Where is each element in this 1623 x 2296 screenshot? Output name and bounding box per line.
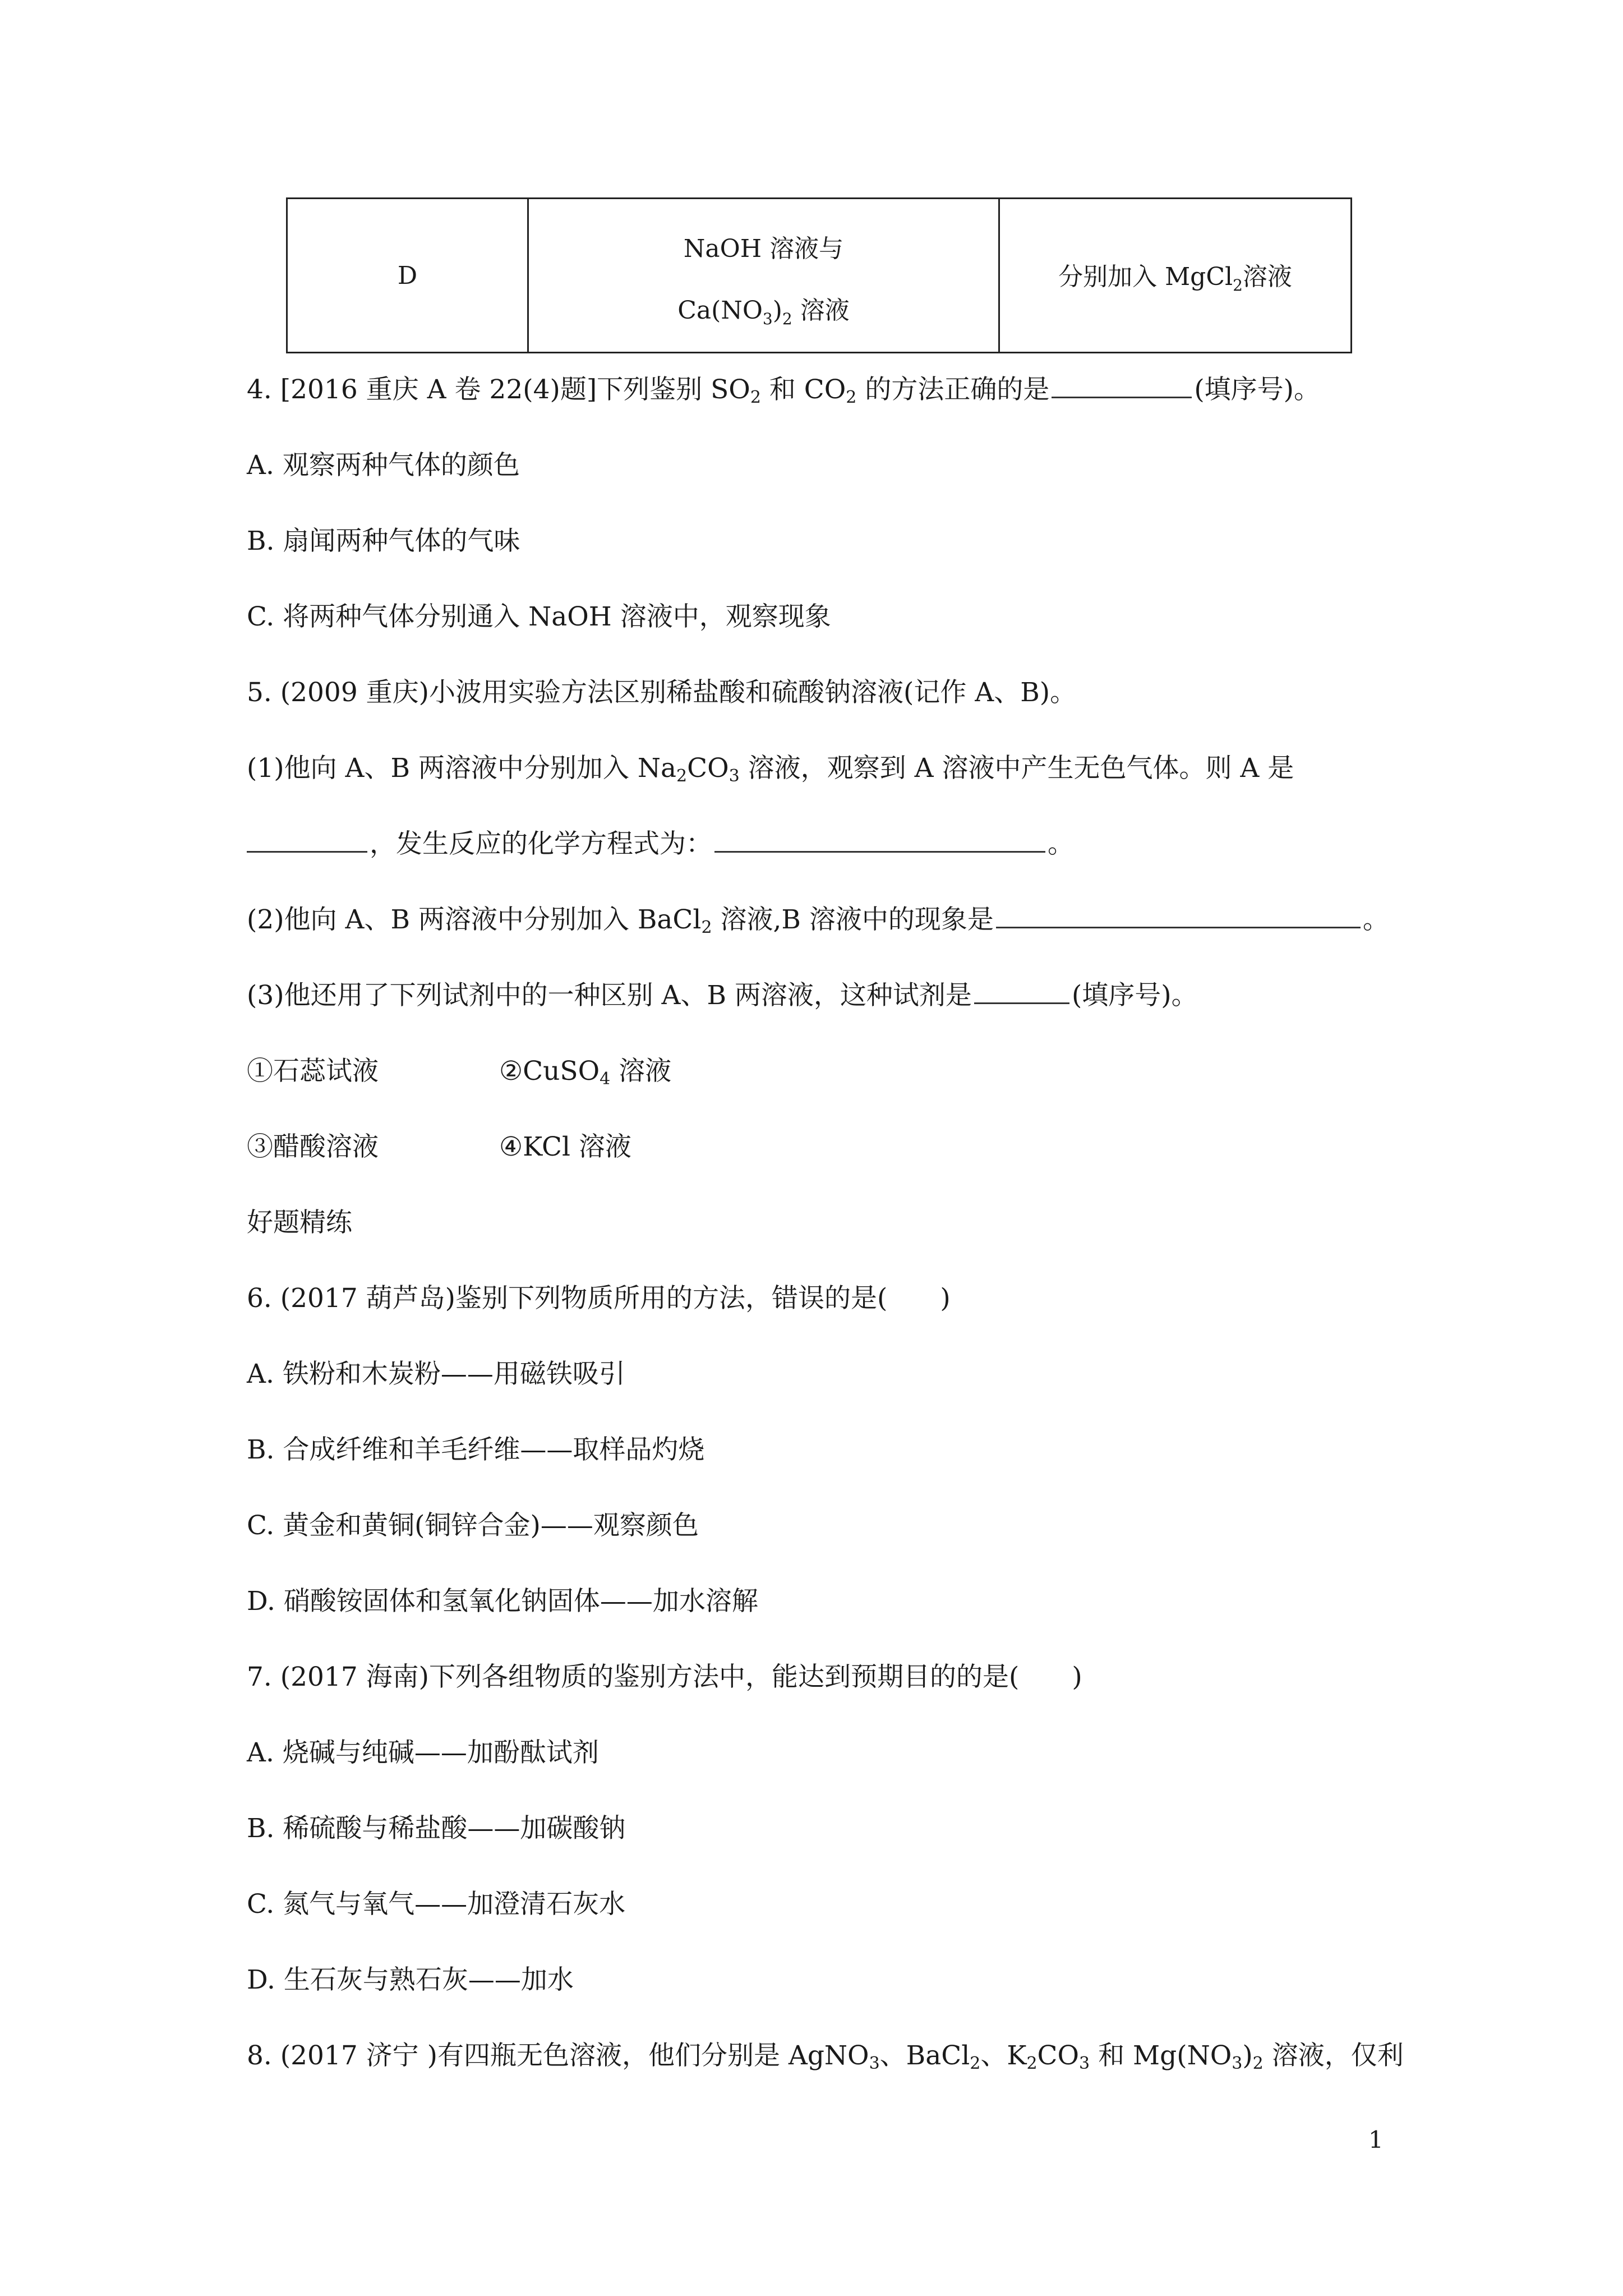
question-7-stem: 7. (2017 海南)下列各组物质的鉴别方法中，能达到预期目的的是( ) <box>247 1662 1082 1692</box>
question-7-option-c: C. 氮气与氧气——加澄清石灰水 <box>247 1889 626 1920</box>
page-number: 1 <box>1368 2126 1384 2154</box>
section-title: 好题精练 <box>247 1207 352 1238</box>
question-6-option-d: D. 硝酸铵固体和氢氧化钠固体——加水溶解 <box>247 1586 758 1617</box>
question-5-part-1: (1)他向 A、B 两溶液中分别加入 $Na_2CO_3$ 溶液，观察到 A 溶液中产生无色气体。则 A 是 <box>247 753 1294 786</box>
question-6-option-c: C. 黄金和黄铜(铜锌合金)——观察颜色 <box>247 1510 699 1541</box>
answer-blank[interactable] <box>1052 374 1192 398</box>
question-8-stem: 8. (2017 济宁 )有四瓶无色溶液，他们分别是 AgNO$_3$、BaCl$_2$、$K_2CO_3$ 和 $Mg(NO_3)_2$ 溶液，仅利 <box>247 2040 1404 2073</box>
answer-blank[interactable] <box>996 904 1361 928</box>
substances-line1: NaOH 溶液与 <box>683 234 844 263</box>
answer-blank[interactable] <box>974 980 1069 1004</box>
question-6-stem: 6. (2017 葫芦岛)鉴别下列物质所用的方法，错误的是( ) <box>247 1283 951 1314</box>
question-5-part-2: (2)他向 A、B 两溶液中分别加入 BaCl$_2$ 溶液,B 溶液中的现象是 。 <box>247 904 1389 937</box>
comparison-table <box>286 197 1352 353</box>
question-7-option-a: A. 烧碱与纯碱——加酚酞试剂 <box>247 1737 599 1768</box>
question-5-part-3: (3)他还用了下列试剂中的一种区别 A、B 两溶液，这种试剂是 (填序号)。 <box>247 980 1198 1011</box>
substances-cell <box>528 199 999 353</box>
question-4-option-a: A. 观察两种气体的颜色 <box>247 450 520 481</box>
question-7-option-d: D. 生石灰与熟石灰——加水 <box>247 1964 574 1995</box>
answer-blank[interactable] <box>714 829 1045 853</box>
question-5-stem: 5. (2009 重庆)小波用实验方法区别稀盐酸和硫酸钠溶液(记作 A、B)。 <box>247 677 1077 708</box>
question-5-part-1-cont: ，发生反应的化学方程式为： 。 <box>247 827 1074 861</box>
question-4-stem: 4. [2016 重庆 A 卷 22(4)题]下列鉴别 $SO_2$ 和 $CO_2$ 的方法正确的是 (填序号)。 <box>247 374 1321 407</box>
question-6-option-b: B. 合成纤维和羊毛纤维——取样品灼烧 <box>247 1434 705 1465</box>
method-cell: 分别加入 MgCl$_2$溶液 <box>999 199 1352 353</box>
question-4-option-c: C. 将两种气体分别通入 NaOH 溶液中，观察现象 <box>247 601 831 632</box>
row-label: D <box>287 199 528 353</box>
substances-line2: $Ca(NO_3)_2$ 溶液 <box>677 296 850 328</box>
question-5-options-row-2: ③醋酸溶液 ④KCl 溶液 <box>247 1131 631 1162</box>
table-row <box>287 199 1352 353</box>
question-6-option-a: A. 铁粉和木炭粉——用磁铁吸引 <box>247 1359 625 1389</box>
answer-blank[interactable] <box>247 829 367 853</box>
question-5-options-row-1: ①石蕊试液 ②CuSO$_4$ 溶液 <box>247 1056 672 1089</box>
question-7-option-b: B. 稀硫酸与稀盐酸——加碳酸钠 <box>247 1813 626 1844</box>
question-4-option-b: B. 扇闻两种气体的气味 <box>247 526 520 556</box>
